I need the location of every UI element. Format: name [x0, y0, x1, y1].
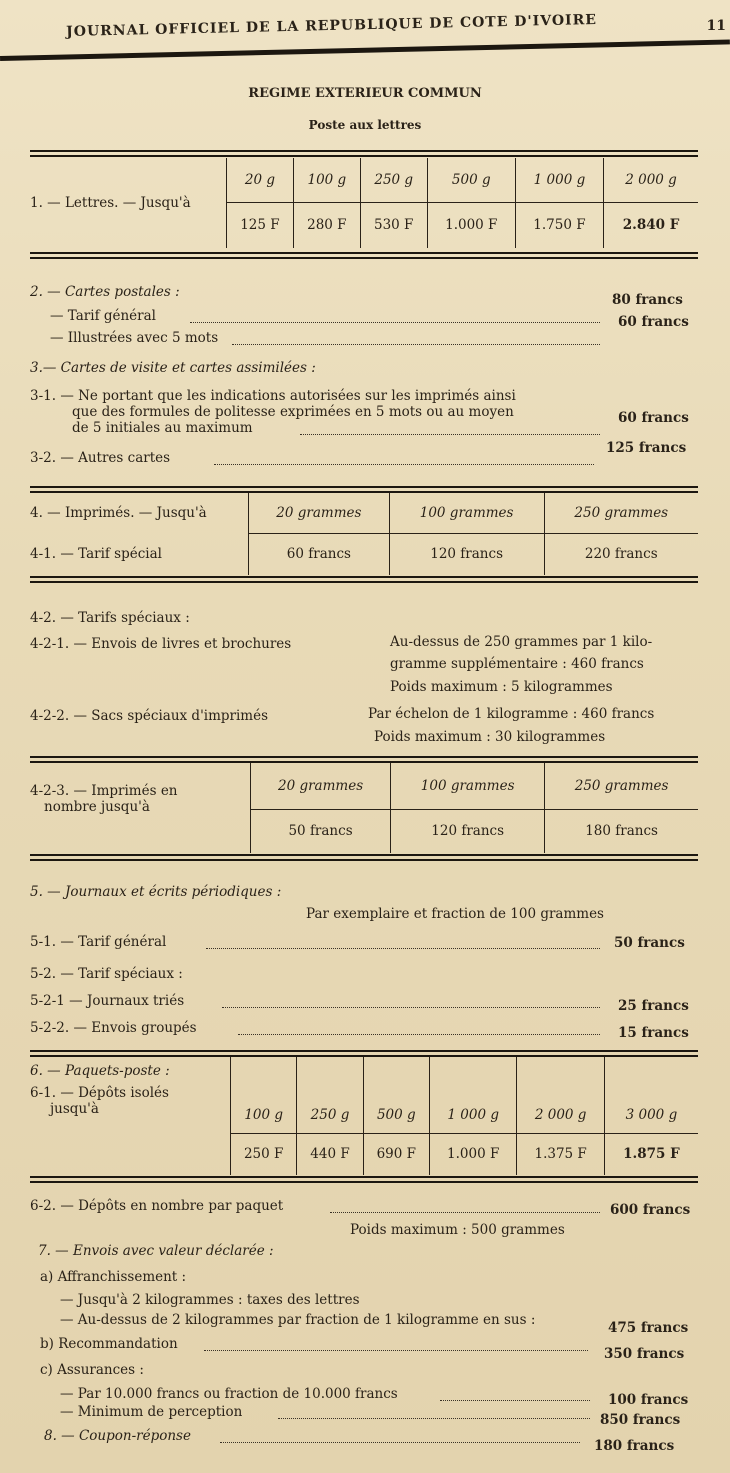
journaux-sub: Par exemplaire et fraction de 100 grammes [306, 906, 604, 922]
weight-cell: 500 g [363, 1057, 429, 1133]
recommandation-label: b) Recommandation [40, 1336, 178, 1352]
weight-cell: 100 grammes [391, 763, 545, 809]
dot-leader [206, 948, 600, 949]
dot-leader [232, 344, 600, 345]
price-cell: 440 F [297, 1133, 363, 1175]
dot-leader [220, 1442, 580, 1443]
weight-cell: 20 grammes [251, 763, 391, 809]
dot-leader [330, 1212, 600, 1213]
weight-cell: 250 grammes [544, 493, 698, 533]
journaux-tries-label: 5-2-1 — Journaux triés [30, 993, 185, 1009]
price-cell: 50 francs [251, 809, 391, 853]
s3-line3: de 5 initiales au maximum [72, 420, 253, 436]
autres-cartes-value: 125 francs [606, 440, 687, 456]
price-cell: 1.875 F [604, 1133, 698, 1175]
valeur-declaree-heading: 7. — Envois avec valeur déclarée : [38, 1243, 274, 1259]
price-cell: 250 F [231, 1133, 297, 1175]
table-rule [30, 150, 698, 157]
illustrees-label: — Illustrées avec 5 mots [50, 330, 219, 346]
journaux-tries-value: 25 francs [618, 998, 689, 1014]
minimum-perception-label: — Minimum de perception [60, 1404, 243, 1420]
imprimes-nombre-table [30, 763, 698, 853]
lettres-table [30, 158, 698, 248]
imprimes-label: 4. — Imprimés. — Jusqu'à [30, 505, 207, 521]
journal-title: JOURNAL OFFICIEL DE LA REPUBLIQUE DE COTE D'IVOIRE [66, 11, 598, 40]
table-rule [30, 854, 698, 861]
weight-cell: 1 000 g [515, 158, 603, 202]
journaux-heading: 5. — Journaux et écrits périodiques : [30, 884, 282, 900]
dot-leader [214, 464, 594, 465]
price-cell: 1.750 F [515, 202, 603, 248]
sacs-line1: Par échelon de 1 kilogramme : 460 francs [368, 706, 655, 722]
price-cell: 2.840 F [604, 202, 698, 248]
depots-nombre-value: 600 francs [610, 1202, 691, 1218]
price-cell: 125 F [227, 202, 294, 248]
recommandation-value: 350 francs [604, 1346, 685, 1362]
weight-cell: 2 000 g [604, 158, 698, 202]
tarif-special-label: 4-1. — Tarif spécial [30, 546, 162, 562]
paquets-heading: 6. — Paquets-poste : [30, 1063, 170, 1079]
dot-leader [278, 1418, 590, 1419]
s5-tarif-general-value: 50 francs [614, 935, 685, 951]
price-cell: 120 francs [391, 809, 545, 853]
envois-groupes-value: 15 francs [618, 1025, 689, 1041]
page-number: 11 [706, 18, 726, 34]
envois-groupes-label: 5-2-2. — Envois groupés [30, 1020, 197, 1036]
dot-leader [238, 1034, 600, 1035]
table-rule [30, 1176, 698, 1183]
price-cell: 690 F [363, 1133, 429, 1175]
table-rule [30, 756, 698, 763]
illustrees-value: 60 francs [618, 314, 689, 330]
price-cell: 1.000 F [429, 1133, 516, 1175]
coupon-reponse-value: 180 francs [594, 1438, 675, 1454]
livres-line1: Au-dessus de 250 grammes par 1 kilo- [390, 634, 653, 650]
s3-line2: que des formules de politesse exprimées en 5 mots ou au moyen [72, 404, 514, 420]
s3-value1: 60 francs [618, 410, 689, 426]
jusqua-2kg-line: — Jusqu'à 2 kilogrammes : taxes des lettres [60, 1292, 360, 1308]
coupon-reponse-label: 8. — Coupon-réponse [44, 1428, 191, 1444]
imprimes-nombre-label [30, 763, 251, 853]
regime-title: REGIME EXTERIEUR COMMUN [248, 86, 482, 101]
cartes-visite-heading: 3.— Cartes de visite et cartes assimilées : [30, 360, 316, 376]
assurances-label: c) Assurances : [40, 1362, 144, 1378]
price-cell: 120 francs [389, 533, 544, 575]
affranchissement-label: a) Affranchissement : [40, 1269, 187, 1285]
par-10000-value: 100 francs [608, 1392, 689, 1408]
price-cell: 180 francs [545, 809, 698, 853]
weight-cell: 250 g [360, 158, 427, 202]
table-rule [30, 1050, 698, 1057]
imprimes-nombre-label-2: nombre jusqu'à [44, 799, 150, 815]
price-cell: 220 francs [544, 533, 698, 575]
weight-cell: 100 g [231, 1057, 297, 1133]
livres-label: 4-2-1. — Envois de livres et brochures [30, 636, 292, 652]
sacs-label: 4-2-2. — Sacs spéciaux d'imprimés [30, 708, 269, 724]
dot-leader [300, 434, 600, 435]
cartes-postales-heading: 2. — Cartes postales : [30, 284, 180, 300]
weight-cell: 20 grammes [249, 493, 390, 533]
autres-cartes-label: 3-2. — Autres cartes [30, 450, 171, 466]
weight-cell: 2 000 g [517, 1057, 604, 1133]
s5-tarif-general-label: 5-1. — Tarif général [30, 934, 167, 950]
s3-line1: 3-1. — Ne portant que les indications autorisées sur les imprimés ainsi [30, 388, 516, 404]
weight-cell: 3 000 g [604, 1057, 698, 1133]
page-header [0, 0, 730, 78]
weight-cell: 20 g [227, 158, 294, 202]
price-cell: 280 F [293, 202, 360, 248]
minimum-perception-value: 850 francs [600, 1412, 681, 1428]
weight-cell: 500 g [427, 158, 515, 202]
sacs-line2: Poids maximum : 30 kilogrammes [374, 729, 606, 745]
paquets-label [30, 1057, 231, 1175]
tarif-general-label: — Tarif général [50, 308, 156, 324]
header-rule [0, 39, 730, 61]
price-cell: 1.000 F [427, 202, 515, 248]
weight-cell: 250 g [297, 1057, 363, 1133]
livres-line3: Poids maximum : 5 kilogrammes [390, 679, 613, 695]
weight-cell: 100 grammes [389, 493, 544, 533]
depots-nombre-label: 6-2. — Dépôts en nombre par paquet [30, 1198, 284, 1214]
price-cell: 1.375 F [517, 1133, 604, 1175]
weight-cell: 100 g [293, 158, 360, 202]
poids-maximum-500: Poids maximum : 500 grammes [350, 1222, 565, 1238]
table-rule [30, 486, 698, 493]
audessus-2kg-line: — Au-dessus de 2 kilogrammes par fraction de 1 kilogramme en sus : [60, 1312, 536, 1328]
weight-cell: 250 grammes [545, 763, 698, 809]
dot-leader [440, 1400, 590, 1401]
price-cell: 60 francs [249, 533, 390, 575]
price-cell: 530 F [360, 202, 427, 248]
dot-leader [190, 322, 600, 323]
depots-isoles-label: 6-1. — Dépôts isolés [30, 1085, 169, 1101]
tarifs-speciaux-heading: 4-2. — Tarifs spéciaux : [30, 610, 190, 626]
tarif-general-value: 80 francs [612, 292, 683, 308]
imprimes-table [30, 493, 698, 575]
table-rule [30, 576, 698, 583]
dot-leader [222, 1007, 600, 1008]
audessus-2kg-value: 475 francs [608, 1320, 689, 1336]
livres-line2: gramme supplémentaire : 460 francs [390, 656, 644, 672]
lettres-label: 1. — Lettres. — Jusqu'à [30, 195, 191, 211]
dot-leader [204, 1350, 588, 1351]
poste-subtitle: Poste aux lettres [308, 118, 422, 132]
imprimes-nombre-label-1: 4-2-3. — Imprimés en [30, 783, 178, 799]
depots-isoles-label-2: jusqu'à [50, 1101, 99, 1117]
paquets-table [30, 1057, 698, 1175]
s5-tarifs-speciaux: 5-2. — Tarif spéciaux : [30, 966, 183, 982]
weight-cell: 1 000 g [429, 1057, 516, 1133]
par-10000-label: — Par 10.000 francs ou fraction de 10.000 francs [60, 1386, 398, 1402]
table-rule [30, 252, 698, 259]
